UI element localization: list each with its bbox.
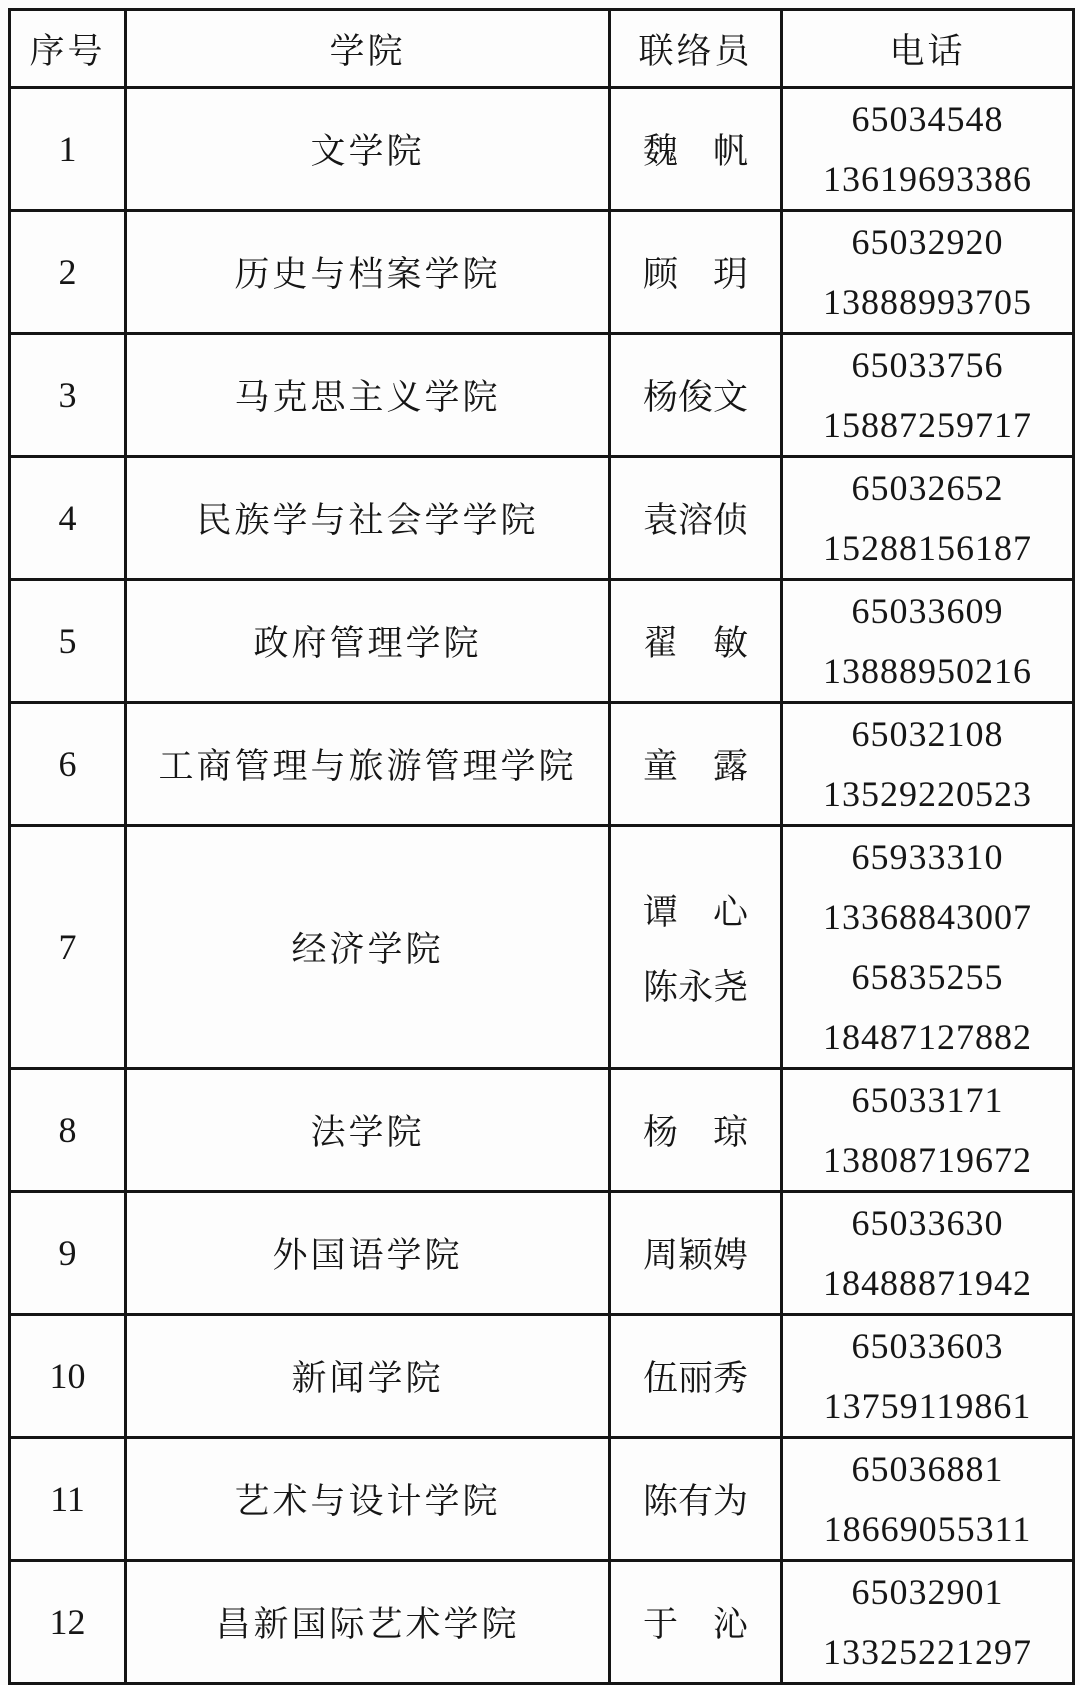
- table-row: [10, 1315, 1074, 1438]
- table-row: [10, 334, 1074, 457]
- cell-college: 马克思主义学院: [126, 334, 610, 457]
- cell-phone: [782, 826, 1074, 1069]
- cell-contact: 周颖娉: [610, 1192, 782, 1315]
- cell-contact: 袁溶侦: [610, 457, 782, 580]
- cell-contact: 陈有为: [610, 1438, 782, 1561]
- phone-number: 13325221297: [823, 1632, 1032, 1672]
- cell-index: 2: [10, 211, 126, 334]
- table-row: [10, 580, 1074, 703]
- table-row: [10, 703, 1074, 826]
- phone-number: 13888993705: [823, 282, 1032, 322]
- cell-phone: [782, 88, 1074, 211]
- phone-number: 65033609: [851, 591, 1004, 631]
- cell-index: 8: [10, 1069, 126, 1192]
- phone-number: 65032108: [851, 714, 1004, 754]
- phone-number: 13888950216: [823, 651, 1032, 691]
- cell-contact: 顾 玥: [610, 211, 782, 334]
- phone-number: 65034548: [851, 99, 1004, 139]
- cell-index: 11: [10, 1438, 126, 1561]
- contact-name: 谭 心: [642, 892, 748, 932]
- cell-college: 法学院: [126, 1069, 610, 1192]
- cell-college: 民族学与社会学学院: [126, 457, 610, 580]
- phone-number: 18487127882: [823, 1017, 1032, 1057]
- cell-index: 3: [10, 334, 126, 457]
- cell-index: 4: [10, 457, 126, 580]
- cell-phone: [782, 1315, 1074, 1438]
- phone-number: 65033630: [851, 1203, 1004, 1243]
- cell-college: 新闻学院: [126, 1315, 610, 1438]
- table-header-row: [10, 10, 1074, 88]
- phone-number: 65933310: [851, 837, 1004, 877]
- phone-number: 65032901: [851, 1572, 1004, 1612]
- cell-college: 艺术与设计学院: [126, 1438, 610, 1561]
- cell-index: 9: [10, 1192, 126, 1315]
- phone-number: 65036881: [851, 1449, 1004, 1489]
- phone-number: 18669055311: [823, 1509, 1032, 1549]
- cell-phone: [782, 457, 1074, 580]
- cell-index: 12: [10, 1561, 126, 1684]
- cell-phone: [782, 1438, 1074, 1561]
- header-index: 序号: [10, 10, 126, 88]
- table-row: [10, 1192, 1074, 1315]
- phone-number: 65835255: [851, 957, 1004, 997]
- cell-contact: 杨俊文: [610, 334, 782, 457]
- phone-number: 13529220523: [823, 774, 1032, 814]
- phone-number: 18488871942: [823, 1263, 1032, 1303]
- phone-number: 65032920: [851, 222, 1004, 262]
- cell-contact: 童 露: [610, 703, 782, 826]
- cell-contact: 翟 敏: [610, 580, 782, 703]
- cell-phone: [782, 1192, 1074, 1315]
- contact-name: 陈永尧: [642, 967, 748, 1007]
- cell-phone: [782, 1069, 1074, 1192]
- table-row: [10, 211, 1074, 334]
- phone-number: 13368843007: [823, 897, 1032, 937]
- cell-contact: [610, 826, 782, 1069]
- cell-index: 5: [10, 580, 126, 703]
- phone-number: 13808719672: [823, 1140, 1032, 1180]
- cell-college: 文学院: [126, 88, 610, 211]
- phone-number: 65032652: [851, 468, 1004, 508]
- table-row: [10, 1069, 1074, 1192]
- cell-phone: [782, 211, 1074, 334]
- phone-number: 65033171: [851, 1080, 1004, 1120]
- table-row: [10, 88, 1074, 211]
- cell-college: 政府管理学院: [126, 580, 610, 703]
- cell-contact: 魏 帆: [610, 88, 782, 211]
- table-row: [10, 1561, 1074, 1684]
- phone-number: 15288156187: [823, 528, 1032, 568]
- phone-number: 15887259717: [823, 405, 1032, 445]
- cell-phone: [782, 334, 1074, 457]
- phone-number: 65033756: [851, 345, 1004, 385]
- header-college: 学院: [126, 10, 610, 88]
- cell-college: 外国语学院: [126, 1192, 610, 1315]
- phone-number: 65033603: [851, 1326, 1004, 1366]
- cell-college: 经济学院: [126, 826, 610, 1069]
- cell-index: 7: [10, 826, 126, 1069]
- cell-phone: [782, 1561, 1074, 1684]
- cell-college: 工商管理与旅游管理学院: [126, 703, 610, 826]
- cell-contact: 伍丽秀: [610, 1315, 782, 1438]
- table-row: [10, 1438, 1074, 1561]
- header-contact: 联络员: [610, 10, 782, 88]
- phone-number: 13619693386: [823, 159, 1032, 199]
- cell-phone: [782, 703, 1074, 826]
- cell-index: 1: [10, 88, 126, 211]
- cell-college: 昌新国际艺术学院: [126, 1561, 610, 1684]
- cell-index: 6: [10, 703, 126, 826]
- header-phone: 电话: [782, 10, 1074, 88]
- cell-phone: [782, 580, 1074, 703]
- phone-number: 13759119861: [823, 1386, 1032, 1426]
- table-row: [10, 826, 1074, 1069]
- cell-contact: 于 沁: [610, 1561, 782, 1684]
- cell-index: 10: [10, 1315, 126, 1438]
- cell-contact: 杨 琼: [610, 1069, 782, 1192]
- contact-table: [8, 8, 1075, 1685]
- cell-college: 历史与档案学院: [126, 211, 610, 334]
- table-row: [10, 457, 1074, 580]
